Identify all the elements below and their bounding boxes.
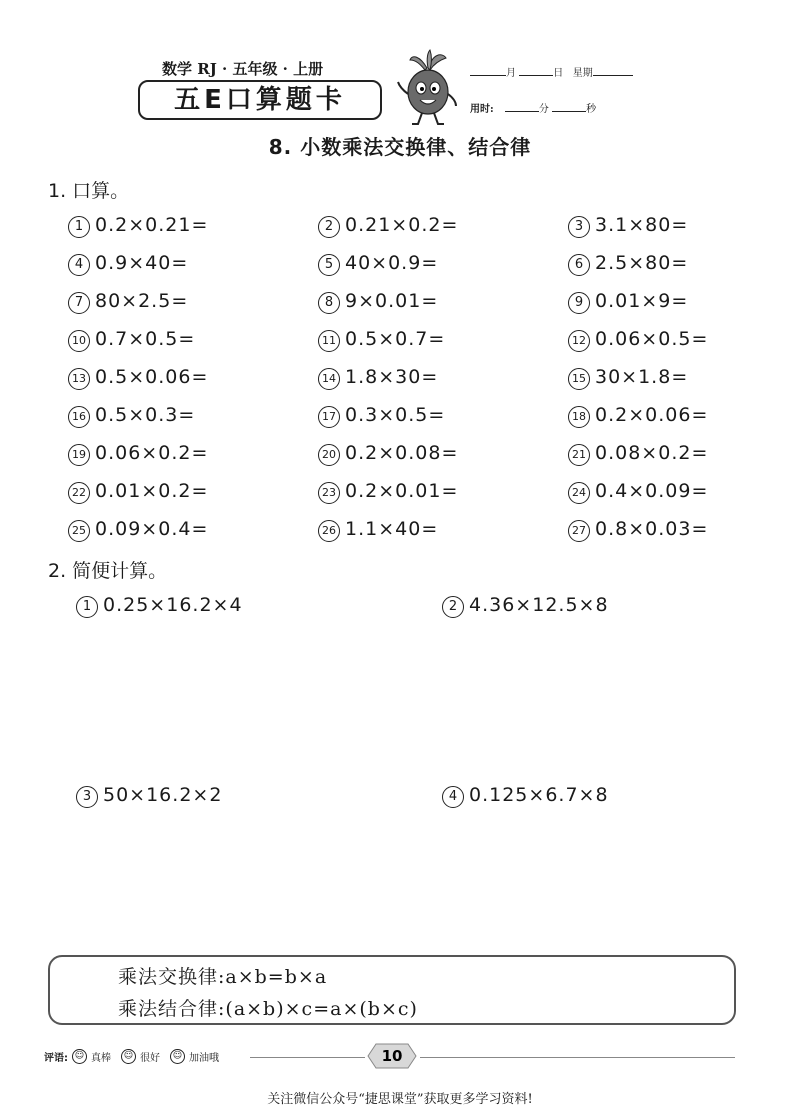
oral-calc-problem <box>318 404 445 428</box>
problem-number: 1 <box>68 216 90 238</box>
oral-calc-problem <box>568 480 708 504</box>
oral-calc-problem <box>318 328 445 352</box>
problem-expression: 1.8×30= <box>345 366 439 388</box>
problem-number: 18 <box>568 406 590 428</box>
problem-expression: 50×16.2×2 <box>103 784 223 806</box>
problem-number: 1 <box>76 596 98 618</box>
grade-try: 加油哦 <box>189 1053 219 1064</box>
great-face-icon: ☺ <box>72 1049 87 1064</box>
problem-number: 3 <box>76 786 98 808</box>
weekday-label: 星期 <box>572 68 593 79</box>
problem-expression: 4.36×12.5×8 <box>469 594 609 616</box>
minute-label: 分 <box>538 104 549 115</box>
page-number-badge <box>366 1042 418 1070</box>
problem-number: 25 <box>68 520 90 542</box>
oral-calc-problem <box>568 442 708 466</box>
problem-number: 23 <box>318 482 340 504</box>
month-label: 月 <box>506 68 516 79</box>
problem-expression: 80×2.5= <box>95 290 189 312</box>
problem-number: 17 <box>318 406 340 428</box>
problem-number: 10 <box>68 330 90 352</box>
oral-calc-problem <box>68 290 188 314</box>
problem-expression: 0.5×0.7= <box>345 328 446 350</box>
problem-expression: 40×0.9= <box>345 252 439 274</box>
date-field <box>470 64 633 79</box>
oral-calc-problem <box>68 366 208 390</box>
oral-calc-problem <box>68 442 208 466</box>
problem-number: 4 <box>68 254 90 276</box>
brand-title: 五E口算题卡 <box>138 80 382 120</box>
problem-expression: 0.01×0.2= <box>95 480 209 502</box>
problem-expression: 0.5×0.06= <box>95 366 209 388</box>
problem-number: 4 <box>442 786 464 808</box>
oral-calc-problem <box>68 328 195 352</box>
simplify-problem <box>76 594 243 618</box>
problem-expression: 0.8×0.03= <box>595 518 709 540</box>
good-face-icon: ☺ <box>121 1049 136 1064</box>
oral-calc-problem <box>68 480 208 504</box>
problem-expression: 0.4×0.09= <box>595 480 709 502</box>
oral-calc-problem <box>68 214 208 238</box>
time-label: 用时: <box>470 104 494 115</box>
oral-calc-problem <box>568 328 708 352</box>
problem-expression: 0.2×0.21= <box>95 214 209 236</box>
problem-expression: 2.5×80= <box>595 252 689 274</box>
problem-number: 7 <box>68 292 90 314</box>
problem-expression: 0.5×0.3= <box>95 404 196 426</box>
oral-calc-problem <box>68 518 208 542</box>
oral-calc-problem <box>318 480 458 504</box>
section-2-heading: 2. 简便计算。 <box>48 560 168 582</box>
simplify-problem <box>442 594 609 618</box>
problem-number: 6 <box>568 254 590 276</box>
review-label: 评语: <box>44 1053 68 1064</box>
problem-number: 24 <box>568 482 590 504</box>
problem-number: 2 <box>442 596 464 618</box>
day-label: 日 <box>553 68 564 79</box>
oral-calc-problem <box>318 290 438 314</box>
problem-expression: 0.21×0.2= <box>345 214 459 236</box>
simplify-problem <box>442 784 609 808</box>
problem-expression: 1.1×40= <box>345 518 439 540</box>
simplify-problem <box>76 784 222 808</box>
grade-good: 很好 <box>140 1053 160 1064</box>
grade-great: 真棒 <box>91 1053 111 1064</box>
problem-number: 16 <box>68 406 90 428</box>
problem-number: 14 <box>318 368 340 390</box>
footer-notice: 关注微信公众号“捷思课堂”获取更多学习资料! <box>267 1092 533 1107</box>
page-title: 8. 小数乘法交换律、结合律 <box>268 135 532 159</box>
oral-calc-problem <box>568 366 688 390</box>
oral-calc-problem <box>318 442 458 466</box>
problem-expression: 0.9×40= <box>95 252 189 274</box>
review-row <box>44 1049 219 1064</box>
problem-number: 9 <box>568 292 590 314</box>
problem-number: 3 <box>568 216 590 238</box>
problem-expression: 30×1.8= <box>595 366 689 388</box>
associative-law: 乘法结合律:(a×b)×c=a×(b×c) <box>118 998 418 1020</box>
oral-calc-problem <box>318 252 438 276</box>
footer-divider-right <box>420 1057 735 1058</box>
second-label: 秒 <box>586 104 597 115</box>
problem-expression: 0.2×0.06= <box>595 404 709 426</box>
footer-divider-left <box>250 1057 365 1058</box>
problem-expression: 0.06×0.5= <box>595 328 709 350</box>
problem-expression: 3.1×80= <box>595 214 689 236</box>
time-field <box>470 100 596 115</box>
problem-number: 21 <box>568 444 590 466</box>
problem-expression: 0.08×0.2= <box>595 442 709 464</box>
problem-number: 26 <box>318 520 340 542</box>
problem-expression: 0.2×0.01= <box>345 480 459 502</box>
problem-expression: 0.3×0.5= <box>345 404 446 426</box>
oral-calc-problem <box>568 252 688 276</box>
problem-expression: 0.7×0.5= <box>95 328 196 350</box>
problem-number: 13 <box>68 368 90 390</box>
try-face-icon: ☺ <box>170 1049 185 1064</box>
oral-calc-problem <box>568 404 708 428</box>
problem-number: 12 <box>568 330 590 352</box>
oral-calc-problem <box>318 366 438 390</box>
commutative-law: 乘法交换律:a×b=b×a <box>118 966 328 988</box>
problem-number: 20 <box>318 444 340 466</box>
problem-number: 2 <box>318 216 340 238</box>
problem-expression: 0.125×6.7×8 <box>469 784 609 806</box>
problem-number: 5 <box>318 254 340 276</box>
oral-calc-problem <box>68 252 188 276</box>
problem-expression: 9×0.01= <box>345 290 439 312</box>
problem-number: 11 <box>318 330 340 352</box>
problem-expression: 0.09×0.4= <box>95 518 209 540</box>
problem-number: 8 <box>318 292 340 314</box>
oral-calc-problem <box>568 290 688 314</box>
problem-number: 27 <box>568 520 590 542</box>
oral-calc-problem <box>318 214 458 238</box>
mascot-radish-icon <box>392 48 462 128</box>
oral-calc-problem <box>318 518 438 542</box>
section-1-heading: 1. 口算。 <box>48 180 130 202</box>
problem-number: 22 <box>68 482 90 504</box>
problem-number: 15 <box>568 368 590 390</box>
problem-expression: 0.25×16.2×4 <box>103 594 243 616</box>
page-number: 10 <box>381 1047 403 1065</box>
problem-number: 19 <box>68 444 90 466</box>
problem-expression: 0.06×0.2= <box>95 442 209 464</box>
book-subtitle: 数学 RJ · 五年级 · 上册 <box>162 60 324 78</box>
oral-calc-problem <box>68 404 195 428</box>
problem-expression: 0.01×9= <box>595 290 689 312</box>
problem-expression: 0.2×0.08= <box>345 442 459 464</box>
oral-calc-problem <box>568 518 708 542</box>
oral-calc-problem <box>568 214 688 238</box>
